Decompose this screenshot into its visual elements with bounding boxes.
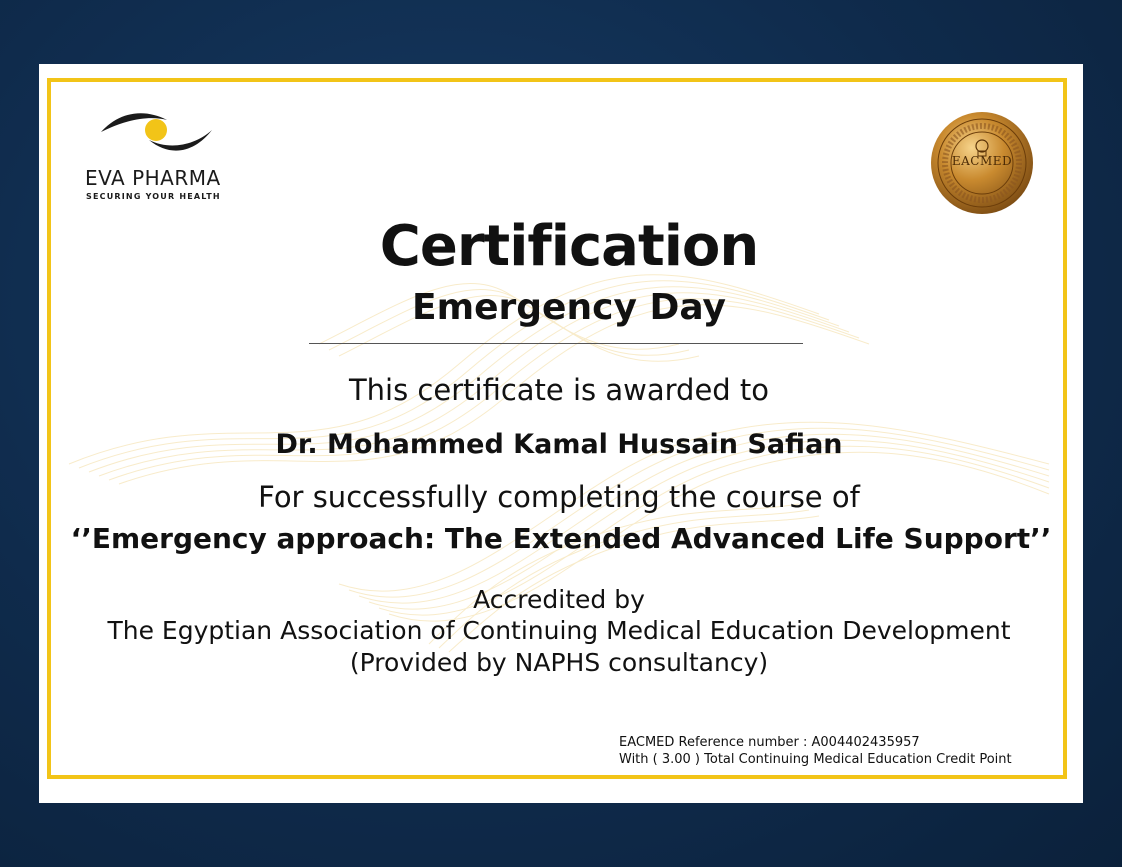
logo-tagline: SECURING YOUR HEALTH — [86, 192, 221, 201]
awarded-line: This certificate is awarded to — [348, 373, 770, 407]
title-divider — [309, 343, 803, 344]
eacmed-seal — [929, 110, 1035, 216]
logo-name: EVA PHARMA — [85, 166, 221, 190]
certificate-title: Certification — [379, 214, 759, 279]
accreditor-name: The Egyptian Association of Continuing Medical Education Development — [107, 616, 1011, 645]
seal-label: EACMED — [951, 154, 1013, 168]
certificate-paper — [39, 64, 1083, 803]
course-title: ‘’Emergency approach: The Extended Advanced Life Support’’ — [70, 522, 1052, 555]
accredited-by-label: Accredited by — [473, 585, 645, 614]
certificate-subtitle: Emergency Day — [412, 287, 726, 328]
completion-line: For successfully completing the course of — [258, 480, 860, 514]
recipient-name: Dr. Mohammed Kamal Hussain Safian — [275, 429, 843, 460]
reference-number: EACMED Reference number : A004402435957 — [619, 735, 920, 750]
eva-pharma-logo — [85, 106, 230, 206]
credit-points: With ( 3.00 ) Total Continuing Medical Education Credit Point — [619, 752, 1012, 767]
eva-pharma-logo-mark-icon — [99, 106, 214, 162]
provider-line: (Provided by NAPHS consultancy) — [349, 648, 769, 677]
